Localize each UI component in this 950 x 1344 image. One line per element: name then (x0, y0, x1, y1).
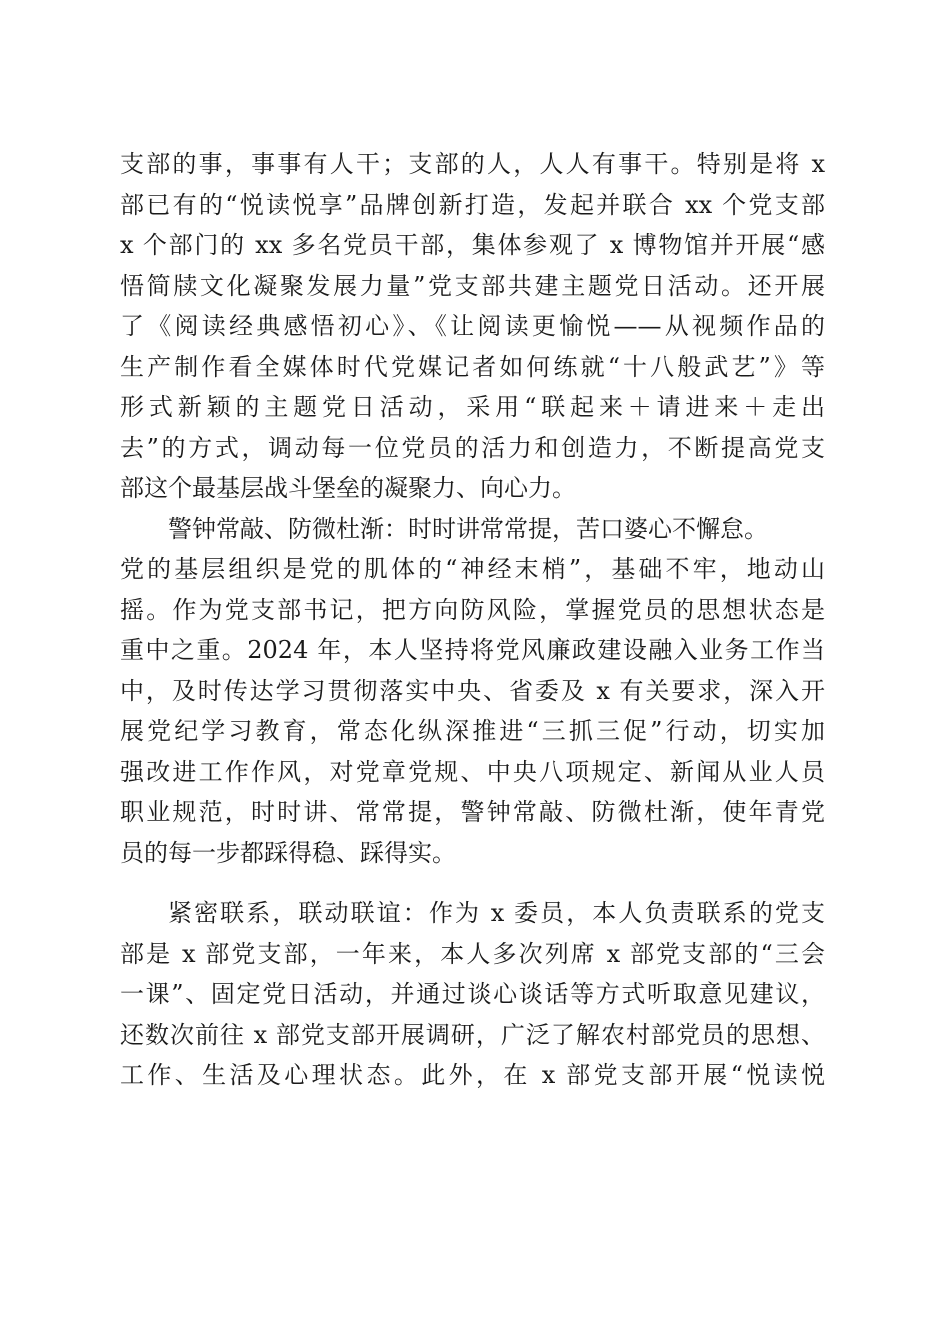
paragraph-1 (120, 144, 825, 509)
text-line: 警钟常敲、防微杜渐：时时讲常常提，苦口婆心不懈怠。 (168, 514, 768, 543)
text-line: 去”的方式，调动每一位党员的活力和创造力，不断提高党支 (120, 433, 825, 462)
document-body (120, 144, 825, 1096)
text-line: 紧密联系，联动联谊：作为 x 委员，本人负责联系的党支 (168, 899, 825, 927)
text-line: 重中之重。2024 年，本人坚持将党风廉政建设融入业务工作当 (120, 636, 825, 664)
text-line: 部已有的“悦读悦享”品牌创新打造，发起并联合 xx 个党支部 (120, 190, 825, 219)
text-line: 中，及时传达学习贯彻落实中央、省委及 x 有关要求，深入开 (120, 676, 825, 705)
text-line: 一课”、固定党日活动，并通过谈心谈话等方式听取意见建议， (120, 980, 825, 1008)
text-line: 了《阅读经典感悟初心》、《让阅读更愉悦——从视频作品的 (120, 312, 825, 340)
paragraph-3 (120, 893, 825, 1096)
text-line: 悟简牍文化凝聚发展力量”党支部共建主题党日活动。还开展 (120, 271, 825, 300)
text-line: 员的每一步都踩得稳、踩得实。 (120, 838, 456, 867)
text-line: 形式新颖的主题党日活动，采用“联起来＋请进来＋走出 (120, 393, 825, 421)
text-line: 生产制作看全媒体时代党媒记者如何练就“十八般武艺”》等 (120, 352, 825, 381)
text-line: 部是 x 部党支部，一年来，本人多次列席 x 部党支部的“三会 (120, 939, 825, 968)
paragraph-2 (120, 509, 825, 874)
text-line: 工作、生活及心理状态。此外，在 x 部党支部开展“悦读悦 (120, 1061, 825, 1089)
text-line: 部这个最基层战斗堡垒的凝聚力、向心力。 (120, 474, 576, 502)
text-line: 展党纪学习教育，常态化纵深推进“三抓三促”行动，切实加 (120, 717, 825, 745)
text-line: 摇。作为党支部书记，把方向防风险，掌握党员的思想状态是 (120, 595, 825, 624)
text-line: 强改进工作作风，对党章党规、中央八项规定、新闻从业人员 (120, 757, 825, 786)
text-line: 还数次前往 x 部党支部开展调研，广泛了解农村部党员的思想、 (120, 1020, 825, 1049)
text-line: 职业规范，时时讲、常常提，警钟常敲、防微杜渐，使年青党 (120, 798, 825, 826)
text-line: 党的基层组织是党的肌体的“神经末梢”，基础不牢，地动山 (120, 555, 825, 583)
text-line: 支部的事，事事有人干；支部的人，人人有事干。特别是将 x (120, 150, 825, 178)
paragraph-spacer (120, 873, 825, 893)
text-line: x 个部门的 xx 多名党员干部，集体参观了 x 博物馆并开展“感 (120, 231, 825, 259)
